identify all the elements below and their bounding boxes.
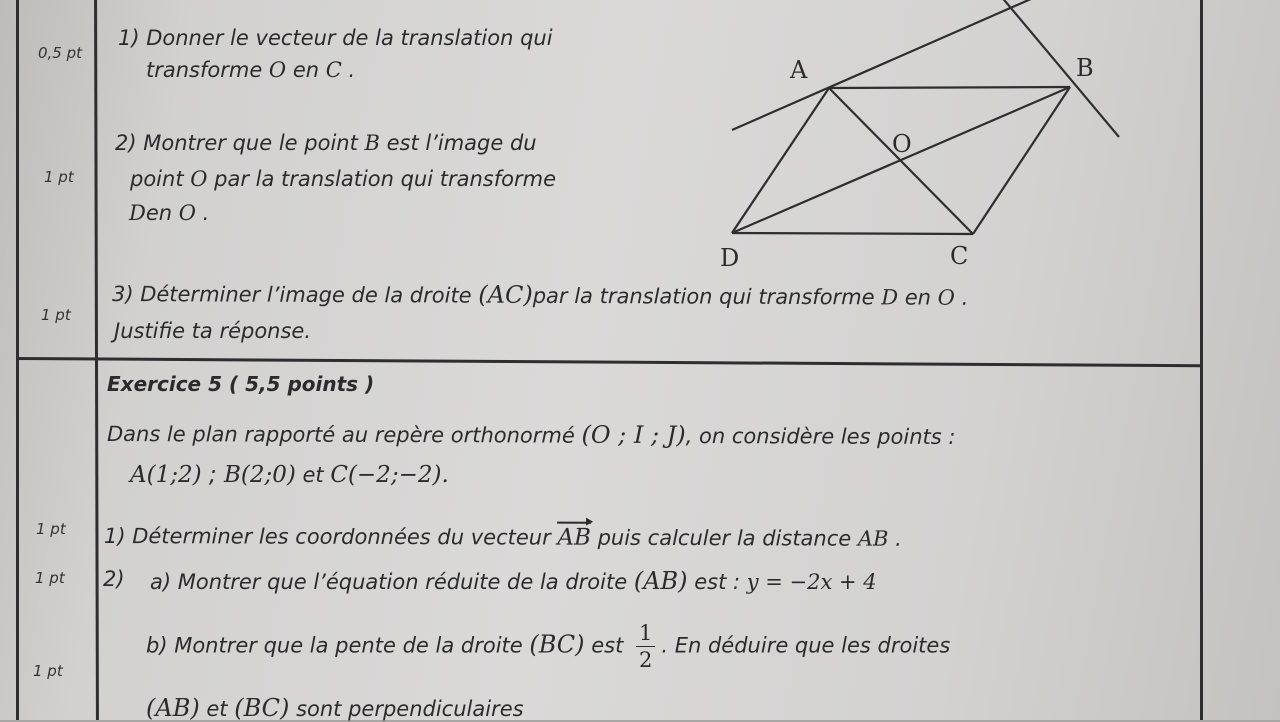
ex5-q2-number: 2)	[103, 567, 125, 591]
points-label: 1 pt	[33, 662, 63, 680]
ex5-intro: Dans le plan rapporté au repère orthonormé (O ; I ; J), on considère les points :	[106, 420, 956, 450]
table-right-border	[1200, 0, 1203, 720]
parallelogram-figure	[700, 0, 1140, 280]
exercise-divider	[16, 357, 1203, 367]
points-label: 1 pt	[35, 569, 65, 587]
ex5-title: Exercice 5 ( 5,5 points )	[107, 372, 375, 396]
points-label: 0,5 pt	[38, 44, 83, 62]
points-label: 1 pt	[44, 168, 74, 186]
ex5-q1: 1) Déterminer les coordonnées du vecteur AB puis calculer la distance AB .	[103, 524, 902, 551]
line-through-A	[732, 0, 1040, 130]
ex4-q3-line2: Justifie ta réponse.	[114, 319, 312, 343]
ex5-q2a: a) Montrer que l’équation réduite de la droite (AB) est : y = −2x + 4	[150, 567, 877, 595]
label-A: A	[790, 56, 808, 84]
fraction-one-half: $\frac{1}{2}$	[636, 620, 655, 673]
ex4-q2-line2: point O par la translation qui transforme	[130, 167, 556, 191]
ex5-points: A(1;2) ; B(2;0) et C(−2;−2).	[130, 462, 449, 488]
points-label: 1 pt	[36, 520, 66, 538]
segment-AB	[829, 87, 1070, 88]
label-D: D	[720, 244, 740, 272]
points-label: 1 pt	[41, 306, 71, 324]
segment-CD	[732, 233, 973, 234]
label-O: O	[892, 130, 912, 158]
label-B: B	[1076, 54, 1094, 82]
ex4-q1-line2: transforme O en C .	[146, 58, 356, 82]
label-C: C	[950, 242, 969, 270]
line-through-B	[1000, 0, 1119, 137]
ex4-q2-line1: 2) Montrer que le point B est l’image du	[115, 131, 537, 155]
ex5-q2b-line2: (AB) et (BC) sont perpendiculaires	[146, 694, 524, 722]
ex5-q2b: b) Montrer que la pente de la droite (BC) est $\frac{1}{2}$ . En déduire que les droites	[146, 621, 951, 672]
ex4-q1-line1: 1) Donner le vecteur de la translation qui	[118, 26, 553, 50]
ex4-q3-line1: 3) Déterminer l’image de la droite (AC)par la translation qui transforme D en O .	[111, 280, 969, 310]
ex4-q2-line3: Den O .	[129, 201, 210, 225]
